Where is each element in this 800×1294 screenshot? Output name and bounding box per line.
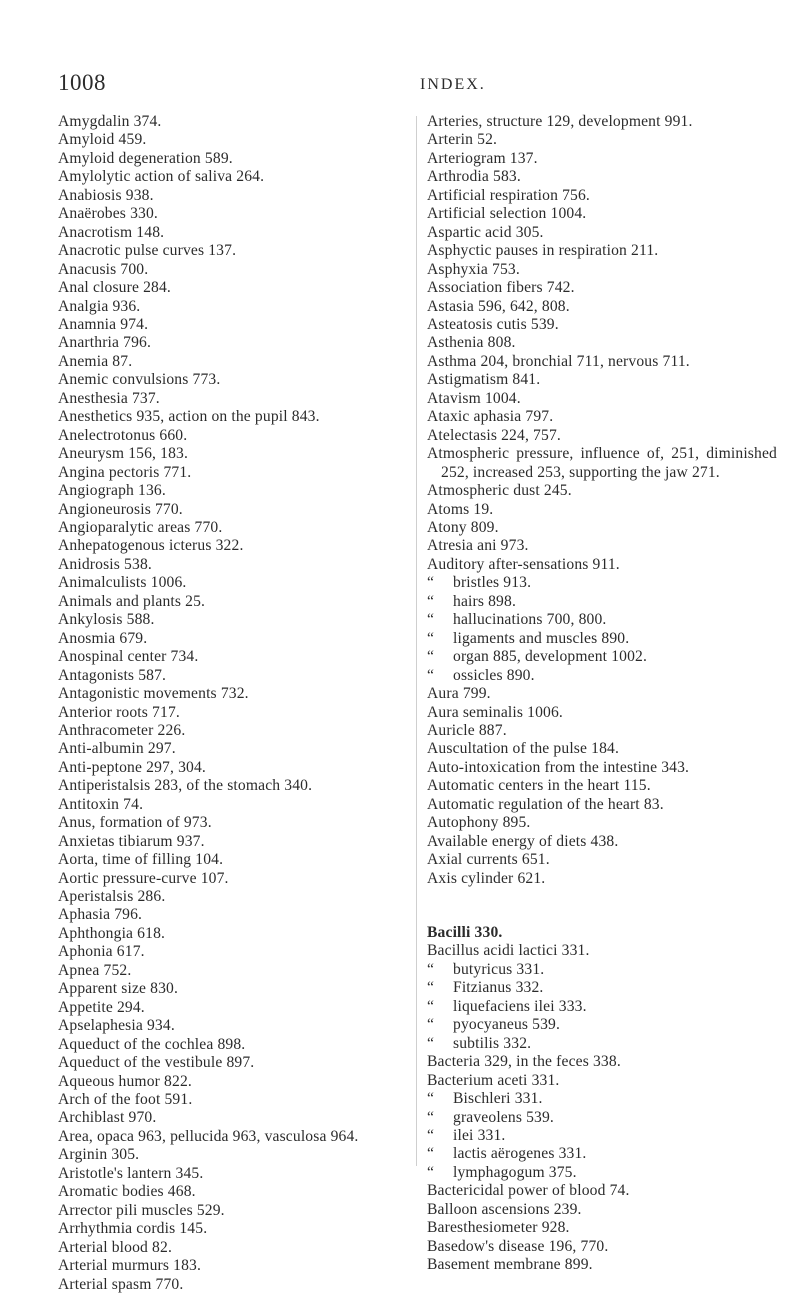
index-entry: Aura seminalis 1006. bbox=[427, 703, 563, 721]
index-subentry bbox=[427, 1145, 777, 1163]
index-entry: Anacrotism 148. bbox=[58, 223, 165, 241]
index-subentry-text: lactis aërogenes 331. bbox=[453, 1145, 587, 1163]
ditto-mark: “ bbox=[427, 1163, 435, 1181]
ditto-mark: “ bbox=[427, 997, 435, 1015]
index-subentry-text: lymphagogum 375. bbox=[453, 1163, 577, 1181]
index-subentry bbox=[427, 961, 777, 979]
index-entry: Aortic pressure-curve 107. bbox=[58, 869, 229, 887]
index-subentry bbox=[427, 648, 777, 666]
index-entry: Animalculists 1006. bbox=[58, 574, 187, 592]
index-entry: Astasia 596, 642, 808. bbox=[427, 297, 570, 315]
index-subentries-bacillus bbox=[427, 961, 777, 1053]
index-subentries-auditory bbox=[427, 574, 777, 685]
index-subentry bbox=[427, 1127, 777, 1145]
index-entry: Analgia 936. bbox=[58, 297, 141, 315]
index-subentry-text: bristles 913. bbox=[453, 574, 532, 592]
index-subentry bbox=[427, 1035, 777, 1053]
ditto-mark: “ bbox=[427, 648, 435, 666]
index-entry: Auricle 887. bbox=[427, 721, 507, 739]
index-entry: Area, opaca 963, pellucida 963, vasculosa 964. bbox=[58, 1127, 359, 1145]
index-entry: Aqueous humor 822. bbox=[58, 1072, 192, 1090]
ditto-mark: “ bbox=[427, 1145, 435, 1163]
index-entry: Atmospheric dust 245. bbox=[427, 482, 572, 500]
index-entry: Aphonia 617. bbox=[58, 943, 145, 961]
index-entry: Aristotle's lantern 345. bbox=[58, 1164, 204, 1182]
index-entry: Atmospheric pressure, influence of, 251, diminished 252, increased 253, supporting the jaw 271. bbox=[427, 445, 777, 481]
index-entry: Anabiosis 938. bbox=[58, 186, 154, 204]
index-entry: Anesthetics 935, action on the pupil 843. bbox=[58, 408, 320, 426]
index-entry: Balloon ascensions 239. bbox=[427, 1200, 582, 1218]
section-b-heading-entry: Bacilli 330. bbox=[427, 924, 503, 942]
index-entry: Anal closure 284. bbox=[58, 279, 171, 297]
index-subentry bbox=[427, 630, 777, 648]
section-gap bbox=[427, 888, 777, 924]
ditto-mark: “ bbox=[427, 1108, 435, 1126]
index-subentry-text: hallucinations 700, 800. bbox=[453, 611, 607, 629]
index-subentry-text: ligaments and muscles 890. bbox=[453, 629, 630, 647]
index-entry: Arginin 305. bbox=[58, 1146, 140, 1164]
index-subentry-text: pyocyaneus 539. bbox=[453, 1016, 561, 1034]
index-entry: Available energy of diets 438. bbox=[427, 832, 619, 850]
index-entry: Angioneurosis 770. bbox=[58, 500, 183, 518]
column-divider bbox=[416, 116, 417, 1166]
index-entry: Anti-peptone 297, 304. bbox=[58, 758, 206, 776]
index-subentry bbox=[427, 1016, 777, 1034]
index-entry: Aura 799. bbox=[427, 685, 491, 703]
index-entry: Anemic convulsions 773. bbox=[58, 371, 221, 389]
page-number: 1008 bbox=[58, 70, 106, 95]
index-entry: Association fibers 742. bbox=[427, 279, 575, 297]
index-entry: Atony 809. bbox=[427, 518, 499, 536]
index-subentry bbox=[427, 593, 777, 611]
index-entry: Amyloid 459. bbox=[58, 131, 147, 149]
index-subentry bbox=[427, 1164, 777, 1182]
index-subentry bbox=[427, 611, 777, 629]
index-entry: Automatic centers in the heart 115. bbox=[427, 777, 651, 795]
index-entry: Animals and plants 25. bbox=[58, 592, 206, 610]
index-entry: Aqueduct of the cochlea 898. bbox=[58, 1035, 246, 1053]
ditto-mark: “ bbox=[427, 1016, 435, 1034]
index-entry: Arthrodia 583. bbox=[427, 168, 521, 186]
index-entry: Axial currents 651. bbox=[427, 851, 550, 869]
index-entry: Autophony 895. bbox=[427, 814, 531, 832]
index-entry: Aphasia 796. bbox=[58, 906, 143, 924]
index-entry: Atelectasis 224, 757. bbox=[427, 426, 561, 444]
index-entry: Arterin 52. bbox=[427, 131, 498, 149]
index-group-b-end bbox=[427, 1182, 777, 1274]
index-entry: Artificial respiration 756. bbox=[427, 186, 590, 204]
index-entry: Aromatic bodies 468. bbox=[58, 1183, 196, 1201]
index-entry: Anelectrotonus 660. bbox=[58, 426, 188, 444]
index-entry: Amygdalin 374. bbox=[58, 113, 162, 130]
index-entry: Anarthria 796. bbox=[58, 334, 152, 352]
index-subentry-text: ilei 331. bbox=[453, 1127, 506, 1145]
index-subentry-text: Fitzianus 332. bbox=[453, 979, 544, 997]
index-entry: Astigmatism 841. bbox=[427, 371, 541, 389]
index-entry: Anamnia 974. bbox=[58, 315, 149, 333]
index-entry: Auto-intoxication from the intestine 343. bbox=[427, 758, 690, 776]
index-entry: Anospinal center 734. bbox=[58, 648, 199, 666]
index-entry: Auscultation of the pulse 184. bbox=[427, 740, 620, 758]
index-subentry-text: organ 885, development 1002. bbox=[453, 648, 648, 666]
index-entry: Anacrotic pulse curves 137. bbox=[58, 242, 237, 260]
index-entry: Antiperistalsis 283, of the stomach 340. bbox=[58, 777, 313, 795]
index-entry: Aspartic acid 305. bbox=[427, 223, 544, 241]
index-entry: Aneurysm 156, 183. bbox=[58, 445, 189, 463]
index-entry: Asphyxia 753. bbox=[427, 260, 520, 278]
index-entry: Automatic regulation of the heart 83. bbox=[427, 795, 664, 813]
index-entry: Aphthongia 618. bbox=[58, 924, 166, 942]
index-subentry-text: hairs 898. bbox=[453, 592, 516, 610]
ditto-mark: “ bbox=[427, 979, 435, 997]
ditto-mark: “ bbox=[427, 666, 435, 684]
index-entry: Asthenia 808. bbox=[427, 334, 516, 352]
index-entry: Asphyctic pauses in respiration 211. bbox=[427, 242, 659, 260]
index-entry: Ataxic aphasia 797. bbox=[427, 408, 554, 426]
index-subentry-text: subtilis 332. bbox=[453, 1034, 532, 1052]
index-entry: Appetite 294. bbox=[58, 998, 145, 1016]
ditto-mark: “ bbox=[427, 611, 435, 629]
index-subentry bbox=[427, 574, 777, 592]
index-group-a-continued bbox=[427, 113, 777, 574]
index-entry: Anxietas tibiarum 937. bbox=[58, 832, 205, 850]
index-entry: Anthracometer 226. bbox=[58, 721, 186, 739]
index-entry: Anus, formation of 973. bbox=[58, 814, 212, 832]
ditto-mark: “ bbox=[427, 1127, 435, 1145]
index-entry: Apselaphesia 934. bbox=[58, 1017, 175, 1035]
index-entry: Anterior roots 717. bbox=[58, 703, 180, 721]
index-subentry bbox=[427, 1109, 777, 1127]
index-entry: Ankylosis 588. bbox=[58, 611, 155, 629]
index-entry: Arrector pili muscles 529. bbox=[58, 1201, 225, 1219]
index-column-right bbox=[427, 113, 777, 1275]
index-entry: Angiograph 136. bbox=[58, 482, 166, 500]
index-entry: Antitoxin 74. bbox=[58, 795, 144, 813]
index-entry: Anhepatogenous icterus 322. bbox=[58, 537, 244, 555]
index-entry: Angioparalytic areas 770. bbox=[58, 518, 223, 536]
index-entry: Artificial selection 1004. bbox=[427, 205, 587, 223]
index-entry: Asthma 204, bronchial 711, nervous 711. bbox=[427, 352, 690, 370]
index-entry: Aorta, time of filling 104. bbox=[58, 851, 224, 869]
index-subentry-text: ossicles 890. bbox=[453, 666, 535, 684]
index-entry: Apnea 752. bbox=[58, 961, 132, 979]
index-entry: Auditory after-sensations 911. bbox=[427, 555, 620, 573]
index-entry: Anosmia 679. bbox=[58, 629, 148, 647]
index-entry-bacillus: Bacillus acidi lactici 331. bbox=[427, 942, 590, 960]
index-entry: Axis cylinder 621. bbox=[427, 869, 546, 887]
running-head: INDEX. bbox=[420, 76, 486, 93]
index-entry: Antagonistic movements 732. bbox=[58, 685, 249, 703]
ditto-mark: “ bbox=[427, 1090, 435, 1108]
index-entry: Bactericidal power of blood 74. bbox=[427, 1182, 630, 1200]
index-entry: Arrhythmia cordis 145. bbox=[58, 1220, 208, 1238]
ditto-mark: “ bbox=[427, 629, 435, 647]
index-entry: Aperistalsis 286. bbox=[58, 888, 166, 906]
index-subentry bbox=[427, 998, 777, 1016]
index-entry: Archiblast 970. bbox=[58, 1109, 157, 1127]
index-entry: Arteries, structure 129, development 991. bbox=[427, 113, 693, 130]
index-entry: Basedow's disease 196, 770. bbox=[427, 1237, 609, 1255]
index-subentry bbox=[427, 1090, 777, 1108]
index-subentry-text: graveolens 539. bbox=[453, 1108, 554, 1126]
index-subentry-text: Bischleri 331. bbox=[453, 1090, 543, 1108]
index-entry: Amyloid degeneration 589. bbox=[58, 149, 233, 167]
index-entry-bacterium: Bacterium aceti 331. bbox=[427, 1071, 560, 1089]
index-entry: Anti-albumin 297. bbox=[58, 740, 176, 758]
index-entry: Arterial murmurs 183. bbox=[58, 1257, 202, 1275]
index-entry: Arteriogram 137. bbox=[427, 149, 538, 167]
index-entry: Asteatosis cutis 539. bbox=[427, 315, 559, 333]
ditto-mark: “ bbox=[427, 1034, 435, 1052]
ditto-mark: “ bbox=[427, 960, 435, 978]
index-entry: Angina pectoris 771. bbox=[58, 463, 192, 481]
index-group-a-end bbox=[427, 685, 777, 888]
index-entry: Anacusis 700. bbox=[58, 260, 149, 278]
index-entry: Aqueduct of the vestibule 897. bbox=[58, 1054, 255, 1072]
index-entry: Baresthesiometer 928. bbox=[427, 1219, 570, 1237]
ditto-mark: “ bbox=[427, 574, 435, 592]
index-entry: Anaërobes 330. bbox=[58, 205, 158, 223]
index-subentry-text: butyricus 331. bbox=[453, 960, 545, 978]
index-entry: Anemia 87. bbox=[58, 352, 133, 370]
index-entry: Antagonists 587. bbox=[58, 666, 167, 684]
index-entry-bacteria: Bacteria 329, in the feces 338. bbox=[427, 1053, 621, 1071]
index-entry: Atoms 19. bbox=[427, 500, 494, 518]
index-column-left bbox=[58, 113, 414, 1294]
index-entry: Atresia ani 973. bbox=[427, 537, 529, 555]
index-entry: Amylolytic action of saliva 264. bbox=[58, 168, 265, 186]
index-entry: Anidrosis 538. bbox=[58, 555, 152, 573]
index-entry: Arterial spasm 770. bbox=[58, 1275, 184, 1293]
index-subentry-text: liquefaciens ilei 333. bbox=[453, 997, 587, 1015]
index-entry: Arterial blood 82. bbox=[58, 1238, 172, 1256]
index-entry: Anesthesia 737. bbox=[58, 389, 160, 407]
index-subentry bbox=[427, 667, 777, 685]
index-entry: Arch of the foot 591. bbox=[58, 1091, 193, 1109]
index-subentries-bacterium bbox=[427, 1090, 777, 1182]
index-entry: Basement membrane 899. bbox=[427, 1256, 593, 1274]
index-subentry bbox=[427, 979, 777, 997]
index-entry: Apparent size 830. bbox=[58, 980, 179, 998]
ditto-mark: “ bbox=[427, 592, 435, 610]
index-entry: Atavism 1004. bbox=[427, 389, 521, 407]
